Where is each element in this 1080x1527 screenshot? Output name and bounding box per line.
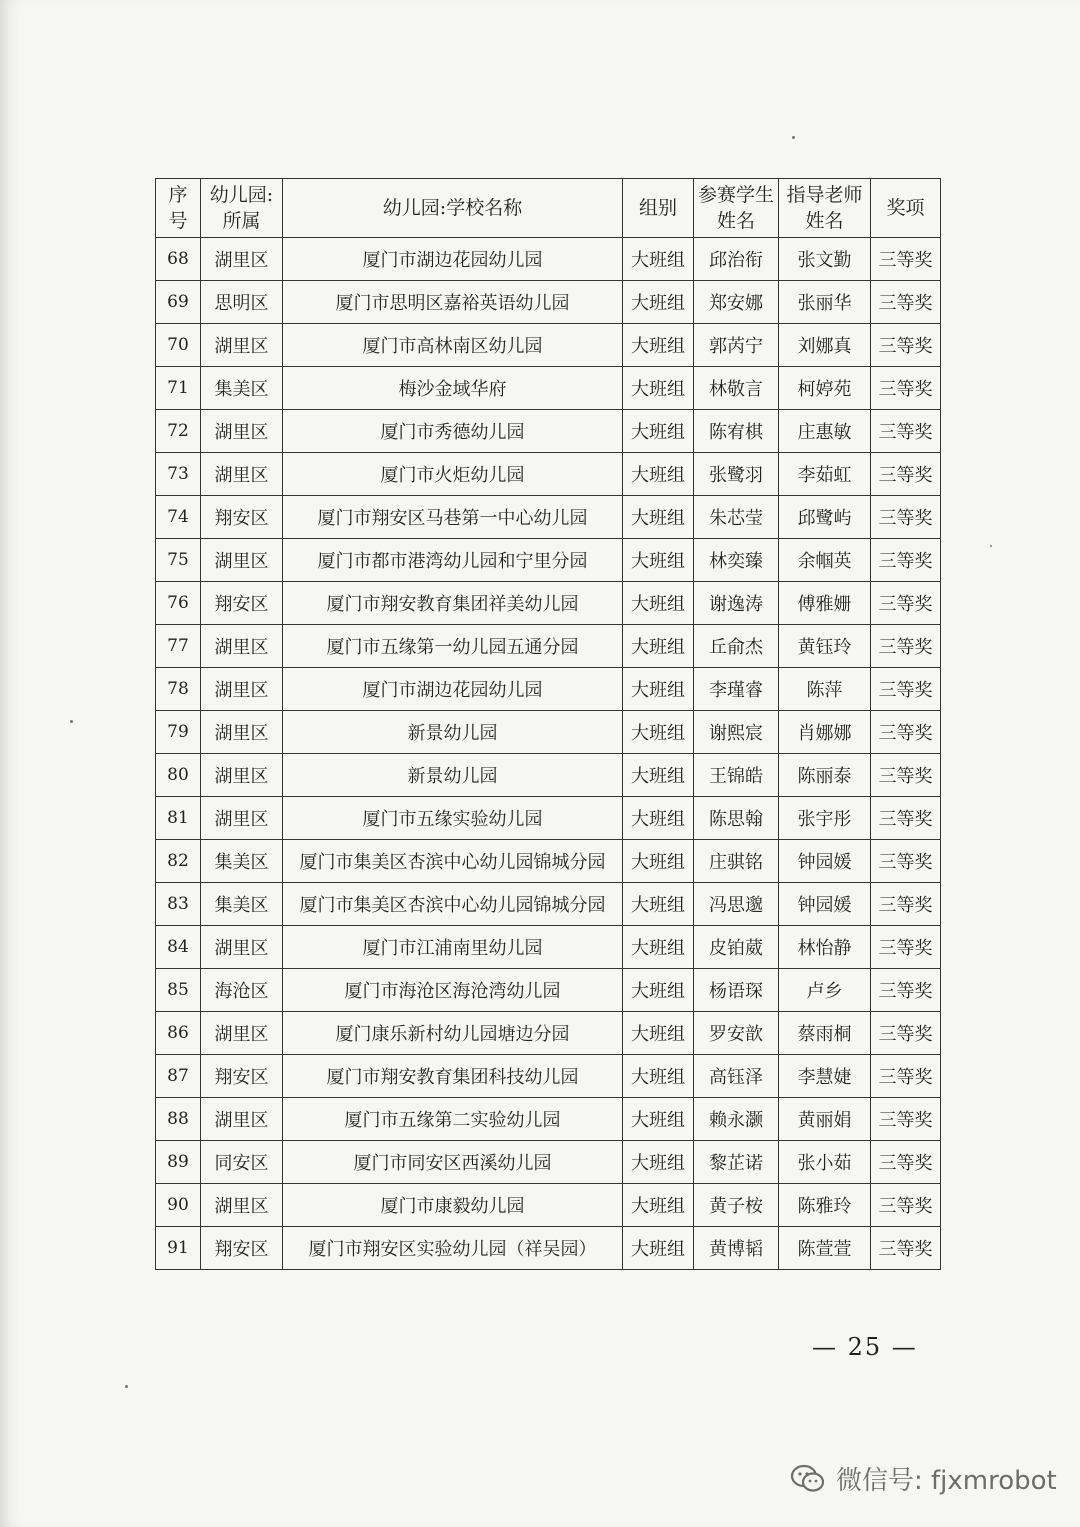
- table-row: [156, 668, 941, 711]
- row-district: 同安区: [201, 1141, 283, 1184]
- row-serial: 76: [156, 582, 201, 625]
- row-group: 大班组: [623, 410, 694, 453]
- row-student-name: 林奕臻: [694, 539, 779, 582]
- table-row: [156, 1012, 941, 1055]
- row-group: 大班组: [623, 711, 694, 754]
- table-header-row: [156, 179, 941, 238]
- table-row: [156, 1184, 941, 1227]
- row-school-name: 厦门市翔安教育集团科技幼儿园: [283, 1055, 623, 1098]
- row-student-name: 赖永灏: [694, 1098, 779, 1141]
- row-district: 集美区: [201, 840, 283, 883]
- row-student-name: 陈宥棋: [694, 410, 779, 453]
- row-student-name: 高钰泽: [694, 1055, 779, 1098]
- row-student-name: 郭芮宁: [694, 324, 779, 367]
- row-award: 三等奖: [871, 1012, 941, 1055]
- row-teacher-name: 庄惠敏: [779, 410, 871, 453]
- row-teacher-name: 柯婷苑: [779, 367, 871, 410]
- row-serial: 84: [156, 926, 201, 969]
- row-school-name: 厦门市集美区杏滨中心幼儿园锦城分园: [283, 840, 623, 883]
- row-serial: 88: [156, 1098, 201, 1141]
- table-row: [156, 625, 941, 668]
- row-district: 湖里区: [201, 754, 283, 797]
- row-district: 翔安区: [201, 582, 283, 625]
- row-serial: 82: [156, 840, 201, 883]
- header-district: 幼儿园: 所属: [201, 179, 283, 238]
- row-serial: 71: [156, 367, 201, 410]
- row-award: 三等奖: [871, 281, 941, 324]
- row-serial: 89: [156, 1141, 201, 1184]
- row-award: 三等奖: [871, 582, 941, 625]
- row-district: 湖里区: [201, 1012, 283, 1055]
- row-award: 三等奖: [871, 539, 941, 582]
- row-group: 大班组: [623, 1012, 694, 1055]
- table-row: [156, 1055, 941, 1098]
- row-award: 三等奖: [871, 1098, 941, 1141]
- row-student-name: 谢熙宸: [694, 711, 779, 754]
- row-district: 思明区: [201, 281, 283, 324]
- row-teacher-name: 余帼英: [779, 539, 871, 582]
- row-serial: 85: [156, 969, 201, 1012]
- row-school-name: 新景幼儿园: [283, 711, 623, 754]
- scan-speck: [70, 720, 73, 723]
- row-student-name: 李瑾睿: [694, 668, 779, 711]
- header-serial: 序 号: [156, 179, 201, 238]
- row-group: 大班组: [623, 926, 694, 969]
- row-district: 湖里区: [201, 711, 283, 754]
- row-group: 大班组: [623, 582, 694, 625]
- row-award: 三等奖: [871, 410, 941, 453]
- row-district: 湖里区: [201, 453, 283, 496]
- row-school-name: 厦门市五缘第一幼儿园五通分园: [283, 625, 623, 668]
- row-group: 大班组: [623, 883, 694, 926]
- table-row: [156, 238, 941, 281]
- row-teacher-name: 林怡静: [779, 926, 871, 969]
- row-district: 集美区: [201, 883, 283, 926]
- row-district: 集美区: [201, 367, 283, 410]
- row-student-name: 郑安娜: [694, 281, 779, 324]
- row-district: 湖里区: [201, 539, 283, 582]
- row-group: 大班组: [623, 496, 694, 539]
- table-row: [156, 754, 941, 797]
- row-teacher-name: 张小茹: [779, 1141, 871, 1184]
- header-group: 组别: [623, 179, 694, 238]
- header-award: 奖项: [871, 179, 941, 238]
- row-award: 三等奖: [871, 711, 941, 754]
- table-row: [156, 840, 941, 883]
- row-student-name: 丘俞杰: [694, 625, 779, 668]
- row-student-name: 谢逸涛: [694, 582, 779, 625]
- header-school: 幼儿园:学校名称: [283, 179, 623, 238]
- row-award: 三等奖: [871, 1184, 941, 1227]
- row-serial: 81: [156, 797, 201, 840]
- row-school-name: 梅沙金域华府: [283, 367, 623, 410]
- row-award: 三等奖: [871, 1141, 941, 1184]
- row-group: 大班组: [623, 367, 694, 410]
- row-group: 大班组: [623, 840, 694, 883]
- table-row: [156, 711, 941, 754]
- row-group: 大班组: [623, 539, 694, 582]
- row-student-name: 罗安歆: [694, 1012, 779, 1055]
- scan-speck: [792, 136, 795, 139]
- row-award: 三等奖: [871, 625, 941, 668]
- row-student-name: 朱芯莹: [694, 496, 779, 539]
- row-school-name: 厦门康乐新村幼儿园塘边分园: [283, 1012, 623, 1055]
- row-award: 三等奖: [871, 797, 941, 840]
- row-group: 大班组: [623, 1184, 694, 1227]
- row-district: 湖里区: [201, 1098, 283, 1141]
- row-teacher-name: 肖娜娜: [779, 711, 871, 754]
- scan-speck: [125, 1385, 128, 1388]
- table-row: [156, 797, 941, 840]
- table-row: [156, 1227, 941, 1270]
- row-teacher-name: 黄丽娟: [779, 1098, 871, 1141]
- row-group: 大班组: [623, 238, 694, 281]
- row-teacher-name: 李茹虹: [779, 453, 871, 496]
- row-group: 大班组: [623, 1098, 694, 1141]
- row-group: 大班组: [623, 453, 694, 496]
- wechat-icon: [790, 1464, 826, 1494]
- row-school-name: 厦门市翔安教育集团祥美幼儿园: [283, 582, 623, 625]
- row-district: 湖里区: [201, 324, 283, 367]
- row-serial: 70: [156, 324, 201, 367]
- row-award: 三等奖: [871, 754, 941, 797]
- row-school-name: 厦门市翔安区马巷第一中心幼儿园: [283, 496, 623, 539]
- row-teacher-name: 邱鹭屿: [779, 496, 871, 539]
- row-serial: 78: [156, 668, 201, 711]
- row-serial: 79: [156, 711, 201, 754]
- row-award: 三等奖: [871, 453, 941, 496]
- row-serial: 83: [156, 883, 201, 926]
- row-teacher-name: 钟园媛: [779, 840, 871, 883]
- scan-speck: [990, 545, 992, 547]
- row-school-name: 厦门市湖边花园幼儿园: [283, 668, 623, 711]
- row-teacher-name: 陈雅玲: [779, 1184, 871, 1227]
- row-student-name: 王锦皓: [694, 754, 779, 797]
- row-teacher-name: 张宇彤: [779, 797, 871, 840]
- row-school-name: 厦门市五缘第二实验幼儿园: [283, 1098, 623, 1141]
- row-award: 三等奖: [871, 926, 941, 969]
- row-group: 大班组: [623, 797, 694, 840]
- table-row: [156, 926, 941, 969]
- table-row: [156, 496, 941, 539]
- row-group: 大班组: [623, 1055, 694, 1098]
- row-award: 三等奖: [871, 840, 941, 883]
- row-award: 三等奖: [871, 668, 941, 711]
- table-row: [156, 582, 941, 625]
- table-row: [156, 1141, 941, 1184]
- row-teacher-name: 卢乡: [779, 969, 871, 1012]
- table-row: [156, 453, 941, 496]
- row-serial: 73: [156, 453, 201, 496]
- row-school-name: 厦门市高林南区幼儿园: [283, 324, 623, 367]
- row-award: 三等奖: [871, 1227, 941, 1270]
- row-group: 大班组: [623, 754, 694, 797]
- table-row: [156, 324, 941, 367]
- table-row: [156, 367, 941, 410]
- row-school-name: 厦门市思明区嘉裕英语幼儿园: [283, 281, 623, 324]
- row-student-name: 皮铂葳: [694, 926, 779, 969]
- row-award: 三等奖: [871, 238, 941, 281]
- row-district: 湖里区: [201, 797, 283, 840]
- row-teacher-name: 陈萍: [779, 668, 871, 711]
- row-school-name: 厦门市秀德幼儿园: [283, 410, 623, 453]
- row-school-name: 厦门市江浦南里幼儿园: [283, 926, 623, 969]
- row-group: 大班组: [623, 668, 694, 711]
- row-serial: 75: [156, 539, 201, 582]
- row-group: 大班组: [623, 1141, 694, 1184]
- header-student: 参赛学生 姓名: [694, 179, 779, 238]
- row-school-name: 新景幼儿园: [283, 754, 623, 797]
- row-school-name: 厦门市康毅幼儿园: [283, 1184, 623, 1227]
- row-group: 大班组: [623, 625, 694, 668]
- row-district: 湖里区: [201, 926, 283, 969]
- row-award: 三等奖: [871, 367, 941, 410]
- page-number: — 25 —: [812, 1333, 918, 1361]
- row-school-name: 厦门市都市港湾幼儿园和宁里分园: [283, 539, 623, 582]
- row-teacher-name: 傅雅姗: [779, 582, 871, 625]
- row-student-name: 林敬言: [694, 367, 779, 410]
- row-serial: 68: [156, 238, 201, 281]
- row-district: 湖里区: [201, 668, 283, 711]
- row-teacher-name: 张丽华: [779, 281, 871, 324]
- table-row: [156, 281, 941, 324]
- row-teacher-name: 黄钰玲: [779, 625, 871, 668]
- row-serial: 77: [156, 625, 201, 668]
- table-row: [156, 883, 941, 926]
- row-serial: 91: [156, 1227, 201, 1270]
- row-teacher-name: 蔡雨桐: [779, 1012, 871, 1055]
- row-school-name: 厦门市翔安区实验幼儿园（祥吴园）: [283, 1227, 623, 1270]
- row-student-name: 庄骐铭: [694, 840, 779, 883]
- row-student-name: 邱治衔: [694, 238, 779, 281]
- row-student-name: 黄子桉: [694, 1184, 779, 1227]
- row-award: 三等奖: [871, 1055, 941, 1098]
- awards-table: [155, 178, 941, 1270]
- row-school-name: 厦门市同安区西溪幼儿园: [283, 1141, 623, 1184]
- row-teacher-name: 刘娜真: [779, 324, 871, 367]
- row-district: 海沧区: [201, 969, 283, 1012]
- row-student-name: 黄博韬: [694, 1227, 779, 1270]
- row-serial: 90: [156, 1184, 201, 1227]
- row-student-name: 冯思邈: [694, 883, 779, 926]
- row-school-name: 厦门市五缘实验幼儿园: [283, 797, 623, 840]
- row-serial: 86: [156, 1012, 201, 1055]
- row-group: 大班组: [623, 324, 694, 367]
- row-school-name: 厦门市火炬幼儿园: [283, 453, 623, 496]
- row-serial: 72: [156, 410, 201, 453]
- row-group: 大班组: [623, 969, 694, 1012]
- row-group: 大班组: [623, 281, 694, 324]
- table-row: [156, 969, 941, 1012]
- row-district: 湖里区: [201, 625, 283, 668]
- row-award: 三等奖: [871, 496, 941, 539]
- row-school-name: 厦门市集美区杏滨中心幼儿园锦城分园: [283, 883, 623, 926]
- row-student-name: 陈思翰: [694, 797, 779, 840]
- row-award: 三等奖: [871, 324, 941, 367]
- table-row: [156, 410, 941, 453]
- row-award: 三等奖: [871, 969, 941, 1012]
- row-district: 湖里区: [201, 410, 283, 453]
- header-teacher: 指导老师 姓名: [779, 179, 871, 238]
- row-serial: 87: [156, 1055, 201, 1098]
- row-district: 湖里区: [201, 1184, 283, 1227]
- row-student-name: 杨语琛: [694, 969, 779, 1012]
- row-serial: 74: [156, 496, 201, 539]
- row-teacher-name: 张文勤: [779, 238, 871, 281]
- table-row: [156, 1098, 941, 1141]
- table-row: [156, 539, 941, 582]
- row-serial: 80: [156, 754, 201, 797]
- row-school-name: 厦门市海沧区海沧湾幼儿园: [283, 969, 623, 1012]
- row-district: 翔安区: [201, 1227, 283, 1270]
- row-serial: 69: [156, 281, 201, 324]
- row-student-name: 张鹭羽: [694, 453, 779, 496]
- row-group: 大班组: [623, 1227, 694, 1270]
- row-school-name: 厦门市湖边花园幼儿园: [283, 238, 623, 281]
- row-teacher-name: 陈丽泰: [779, 754, 871, 797]
- watermark-text: 微信号: fjxmrobot: [836, 1466, 1057, 1496]
- row-district: 湖里区: [201, 238, 283, 281]
- row-student-name: 黎芷诺: [694, 1141, 779, 1184]
- row-award: 三等奖: [871, 883, 941, 926]
- row-district: 翔安区: [201, 1055, 283, 1098]
- table-body: [156, 238, 941, 1270]
- row-district: 翔安区: [201, 496, 283, 539]
- watermark: [790, 1460, 1057, 1497]
- row-teacher-name: 陈萱萱: [779, 1227, 871, 1270]
- row-teacher-name: 钟园媛: [779, 883, 871, 926]
- row-teacher-name: 李慧婕: [779, 1055, 871, 1098]
